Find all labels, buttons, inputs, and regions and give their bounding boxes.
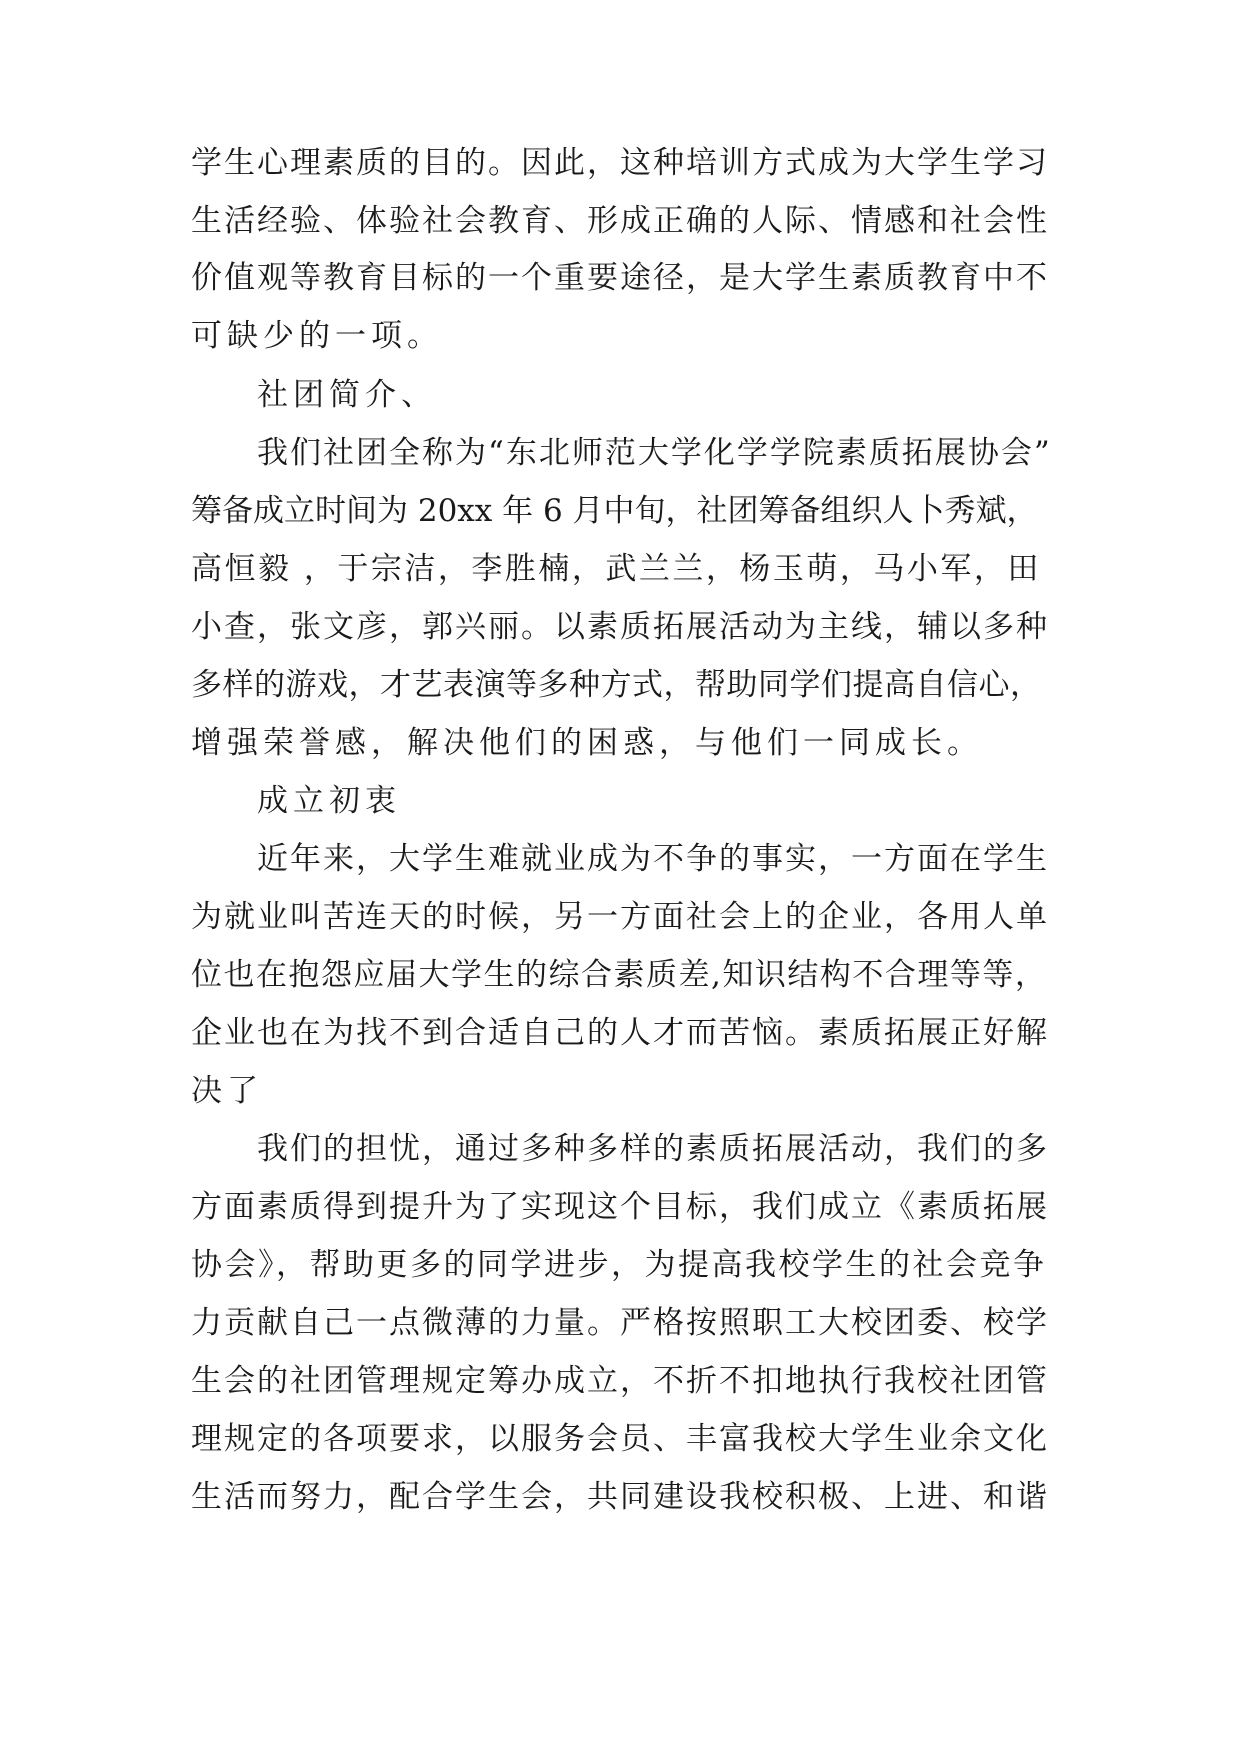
body-text-line: 我们社团全称为“东北师范大学化学学院素质拓展协会”: [257, 435, 1052, 471]
body-text-line: 生活经验、体验社会教育、形成正确的人际、情感和社会性: [191, 203, 1049, 239]
body-text-line: 筹备成立时间为 20xx 年 6 月中旬，社团筹备组织人卜秀斌，: [191, 493, 1038, 529]
body-text-line: 生活而努力，配合学生会，共同建设我校积极、上进、和谐: [191, 1479, 1049, 1515]
body-text-line: 力贡献自己一点微薄的力量。严格按照职工大校团委、校学: [191, 1305, 1049, 1341]
body-text-line: 决了: [191, 1073, 263, 1109]
body-text-line: 可缺少的一项。: [191, 318, 443, 354]
body-text-line: 为就业叫苦连天的时候，另一方面社会上的企业，各用人单: [191, 899, 1049, 935]
body-text-line: 生会的社团管理规定筹办成立，不折不扣地执行我校社团管: [191, 1363, 1049, 1399]
body-text-line: 小查，张文彦，郭兴丽。以素质拓展活动为主线，辅以多种: [191, 609, 1049, 645]
body-text-line: 企业也在为找不到合适自己的人才而苦恼。素质拓展正好解: [191, 1015, 1049, 1051]
section-heading: 成立初衷: [257, 783, 401, 819]
body-text-line: 位也在抱怨应届大学生的综合素质差,知识结构不合理等等，: [191, 957, 1048, 993]
body-text-line: 理规定的各项要求，以服务会员、丰富我校大学生业余文化: [191, 1421, 1049, 1457]
body-text-line: 多样的游戏，才艺表演等多种方式，帮助同学们提高自信心，: [191, 667, 1042, 703]
section-heading: 社团简介、: [257, 377, 437, 413]
body-text-line: 增强荣誉感，解决他们的困惑，与他们一同成长。: [191, 725, 983, 761]
body-text-line: 近年来，大学生难就业成为不争的事实，一方面在学生: [257, 841, 1049, 877]
body-text-line: 方面素质得到提升为了实现这个目标，我们成立《素质拓展: [191, 1189, 1049, 1225]
body-text-line: 高恒毅 ，于宗洁，李胜楠，武兰兰，杨玉萌，马小军，田: [191, 551, 1041, 587]
body-text-line: 学生心理素质的目的。因此，这种培训方式成为大学生学习: [191, 145, 1049, 181]
body-text-line: 我们的担忧，通过多种多样的素质拓展活动，我们的多: [257, 1131, 1049, 1167]
body-text-line: 协会》，帮助更多的同学进步，为提高我校学生的社会竞争: [191, 1247, 1047, 1283]
body-text-line: 价值观等教育目标的一个重要途径，是大学生素质教育中不: [191, 260, 1049, 296]
